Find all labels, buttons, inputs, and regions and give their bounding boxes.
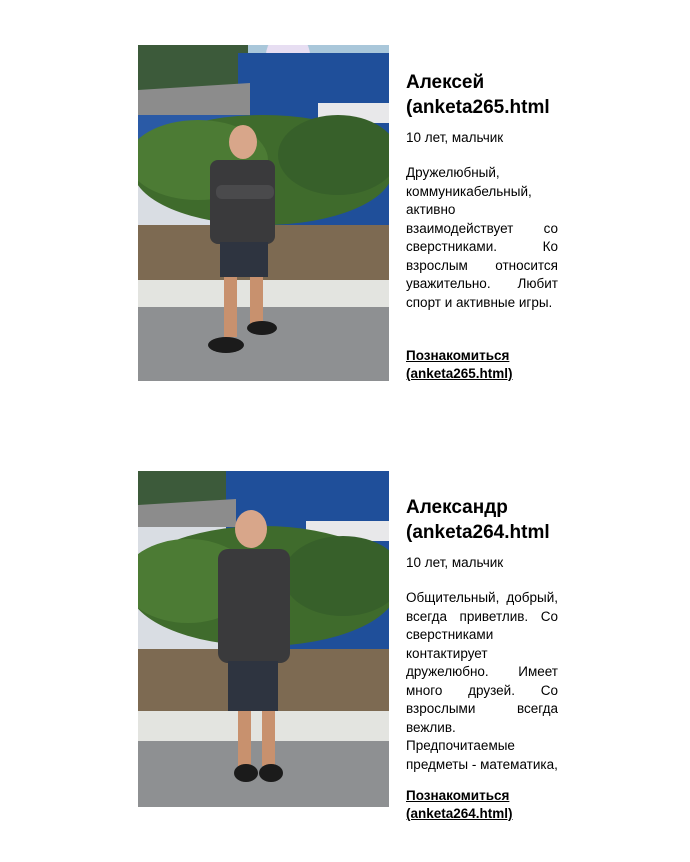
child-description: Дружелюбный, коммуникабельный, активно взаимодействует со сверстниками. Ко взрослым относится уважительно. Любит спорт и активные игры. (406, 165, 558, 310)
profile-card (0, 45, 690, 385)
profile-info (406, 495, 558, 817)
profile-handle: (anketa265.html (406, 97, 550, 118)
profile-info (406, 70, 558, 390)
description-container (406, 571, 558, 783)
child-name: Александр (406, 497, 508, 518)
age-gender: 10 лет, мальчик (406, 130, 504, 145)
profile-card (0, 471, 690, 831)
meet-link-label: Познакомиться (406, 348, 510, 363)
profile-handle: (anketa264.html (406, 522, 550, 543)
meet-link-url: (anketa264.html) (406, 806, 513, 821)
meet-link[interactable] (406, 347, 513, 383)
meet-link-label: Познакомиться (406, 788, 510, 803)
child-photo (138, 45, 389, 381)
description-container (406, 146, 558, 312)
age-gender: 10 лет, мальчик (406, 555, 504, 570)
meet-link[interactable] (406, 787, 513, 823)
meet-link-url: (anketa265.html) (406, 366, 513, 381)
child-photo (138, 471, 389, 807)
child-description: Общительный, добрый, всегда приветлив. Со сверстниками контактирует дружелюбно. Имеет много друзей. Со взрослыми всегда вежлив. Предпочитаемые предметы - математика, (406, 590, 558, 772)
child-name: Алексей (406, 72, 485, 93)
